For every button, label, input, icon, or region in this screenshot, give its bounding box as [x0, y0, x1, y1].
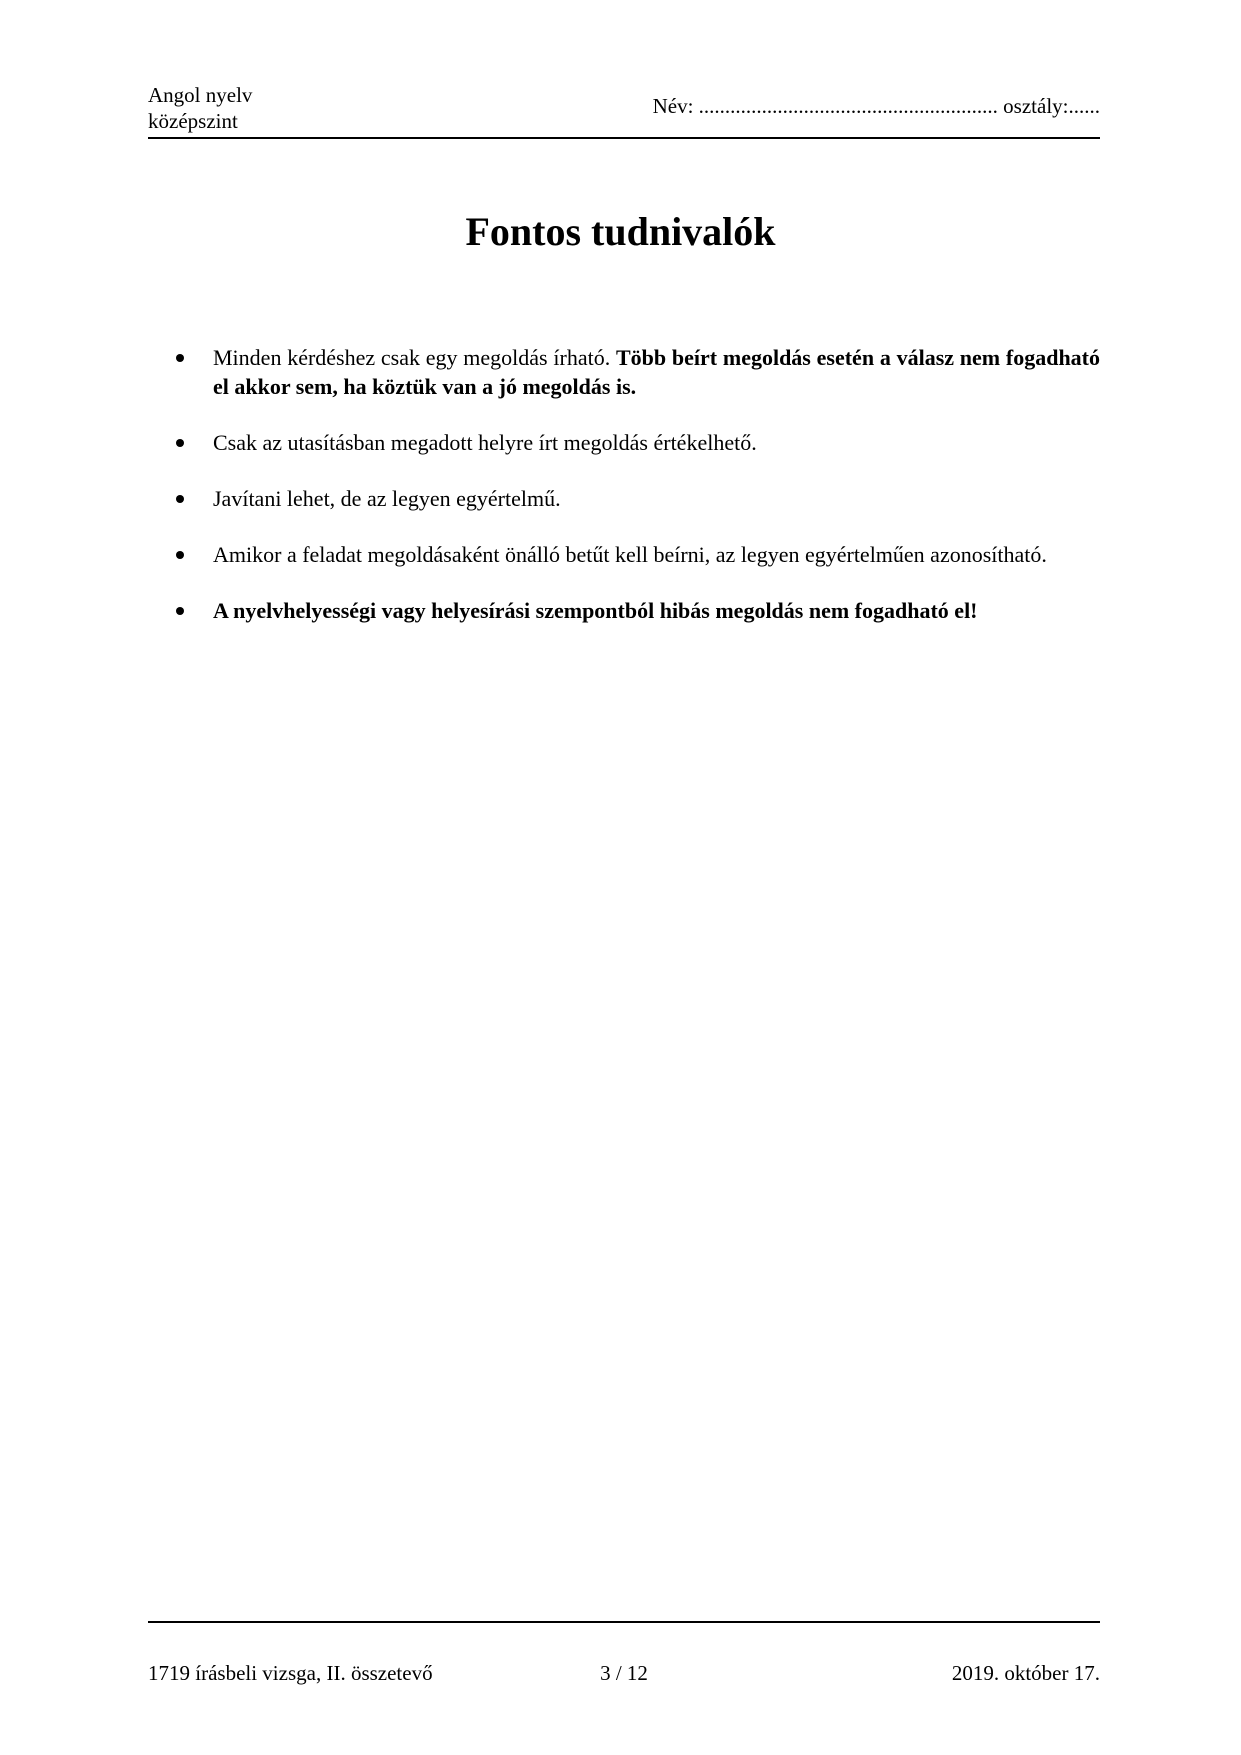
list-item — [148, 343, 1100, 401]
notes-list — [148, 343, 1100, 652]
list-item — [148, 484, 1100, 513]
bullet-icon — [176, 439, 184, 447]
note-bold-text: Több beírt megoldás esetén a válasz nem fogadható el akkor sem, ha köztük van a jó megoldás is. — [213, 345, 1101, 399]
bullet-icon — [176, 607, 184, 615]
subject-name: Angol nyelv — [148, 83, 253, 107]
list-item — [148, 540, 1100, 569]
bullet-icon — [176, 495, 184, 503]
page-title: Fontos tudnivalók — [465, 209, 776, 254]
note-text: Javítani lehet, de az legyen egyértelmű. — [213, 486, 561, 511]
header-subject-block — [148, 82, 252, 134]
note-text: Csak az utasításban megadott helyre írt megoldás értékelhető. — [213, 430, 757, 455]
page-number: 3 / 12 — [600, 1661, 648, 1685]
exam-date: 2019. október 17. — [951, 1661, 1100, 1685]
footer-divider — [148, 1621, 1100, 1623]
exam-level: középszint — [148, 109, 238, 133]
note-text: Amikor a feladat megoldásaként önálló betűt kell beírni, az legyen egyértelműen azonosítható. — [213, 542, 1047, 567]
header-divider — [148, 137, 1100, 139]
note-text: Minden kérdéshez csak egy megoldás írható. — [213, 345, 616, 370]
list-item — [148, 596, 1100, 625]
note-bold-text: A nyelvhelyességi vagy helyesírási szempontból hibás megoldás nem fogadható el! — [213, 598, 978, 623]
name-class-field: Név: ......................................................... osztály:...... — [652, 94, 1100, 118]
bullet-icon — [176, 354, 184, 362]
bullet-icon — [176, 551, 184, 559]
exam-identifier: 1719 írásbeli vizsga, II. összetevő — [148, 1661, 433, 1685]
list-item — [148, 428, 1100, 457]
